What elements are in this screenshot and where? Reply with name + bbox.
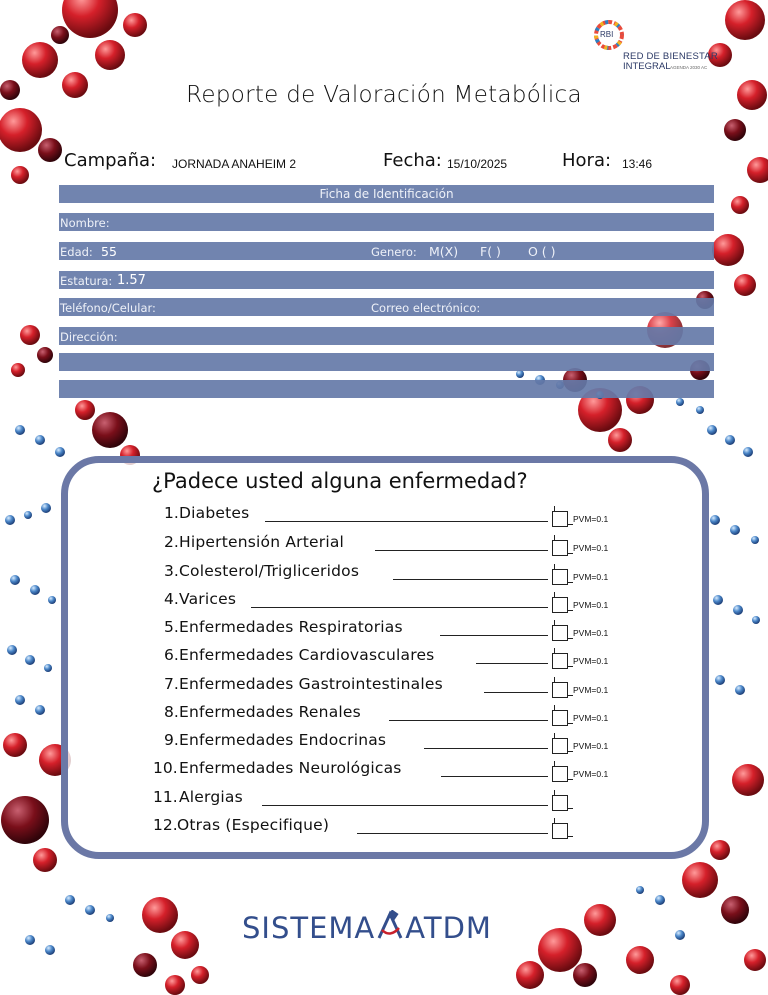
campaign-value: JORNADA ANAHEIM 2 [172, 157, 297, 171]
disease-item-pvm: PVM=0.1 [573, 656, 609, 666]
disease-item-underline [484, 692, 548, 693]
disease-item-number: 2. [164, 533, 179, 551]
disease-item-checkbox[interactable] [552, 625, 568, 641]
height-field[interactable] [59, 271, 714, 289]
address-line-2[interactable] [59, 353, 714, 371]
disease-item-underline [375, 550, 548, 551]
address-label: Dirección: [60, 330, 118, 344]
disease-item-underline [251, 607, 548, 608]
disease-item-label: Enfermedades Endocrinas [179, 731, 387, 749]
rbi-logo [592, 18, 752, 78]
date-value: 15/10/2025 [447, 157, 508, 171]
address-field[interactable] [59, 327, 714, 345]
disease-item-underline [389, 720, 548, 721]
gender-label: Genero: [371, 245, 417, 259]
name-label: Nombre: [60, 216, 110, 230]
brand-mark-icon [375, 910, 405, 942]
disease-item-checkbox[interactable] [552, 540, 568, 556]
disease-item-underline [393, 579, 548, 580]
phone-label: Teléfono/Celular: [60, 301, 156, 315]
disease-item-label: Colesterol/Trigliceridos [179, 562, 360, 580]
disease-item-checkbox[interactable] [552, 766, 568, 782]
identification-header-text: Ficha de Identificación [319, 187, 454, 201]
disease-item-underline [476, 663, 548, 664]
disease-item-checkbox[interactable] [552, 653, 568, 669]
disease-item-label: Enfermedades Gastrointestinales [179, 675, 443, 693]
disease-item-checkbox[interactable] [552, 597, 568, 613]
gender-f-option[interactable]: F( ) [480, 244, 501, 259]
age-value: 55 [101, 244, 117, 259]
disease-item-checkbox[interactable] [552, 795, 568, 811]
height-label: Estatura: [60, 274, 113, 288]
report-title: Reporte de Valoración Metabólica [186, 82, 582, 108]
disease-item-pvm: PVM=0.1 [573, 572, 609, 582]
brand-right: ATDM [405, 911, 492, 945]
disease-item-pvm: PVM=0.1 [573, 543, 609, 553]
brand-left: SISTEMA [242, 911, 376, 945]
identification-header [59, 185, 714, 203]
disease-item-checkbox[interactable] [552, 511, 568, 527]
height-value: 1.57 [117, 273, 146, 288]
disease-item-number: 6. [164, 646, 179, 664]
logo-monogram: RBI [600, 30, 614, 39]
sistema-atdm-logo [242, 910, 492, 945]
disease-item-underline [440, 635, 548, 636]
disease-item-label: Alergias [179, 788, 243, 806]
age-label: Edad: [60, 245, 93, 259]
disease-item-pvm: PVM=0.1 [573, 713, 609, 723]
disease-item-pvm: PVM=0.1 [573, 769, 609, 779]
disease-item-pvm: PVM=0.1 [573, 685, 609, 695]
phone-email-field[interactable] [59, 298, 714, 316]
disease-item-underline [441, 776, 548, 777]
disease-item-checkbox[interactable] [552, 682, 568, 698]
logo-sub: AGENDA 2030 AC [670, 65, 708, 70]
email-label: Correo electrónico: [371, 301, 481, 315]
disease-item-number: 10. [153, 759, 178, 777]
campaign-label: Campaña: [64, 150, 157, 171]
disease-item-number: 5. [164, 618, 179, 636]
gender-o-option[interactable]: O ( ) [528, 244, 556, 259]
disease-item-underline [424, 748, 548, 749]
disease-item-checkbox[interactable] [552, 823, 568, 839]
gender-m-option[interactable]: M(X) [429, 244, 459, 259]
disease-item-label: Enfermedades Renales [179, 703, 361, 721]
disease-item-label: Enfermedades Neurológicas [179, 759, 402, 777]
disease-item-label: Diabetes [179, 504, 250, 522]
date-label: Fecha: [383, 150, 442, 171]
disease-item-label: Varices [179, 590, 237, 608]
disease-item-checkbox[interactable] [552, 738, 568, 754]
time-value: 13:46 [622, 157, 653, 171]
disease-item-label: Otras (Especifique) [177, 816, 330, 834]
disease-item-number: 8. [164, 703, 179, 721]
logo-line-2: INTEGRAL [623, 61, 671, 72]
disease-item-number: 7. [164, 675, 179, 693]
disease-item-pvm: PVM=0.1 [573, 514, 609, 524]
address-line-3[interactable] [59, 380, 714, 398]
name-field[interactable] [59, 213, 714, 231]
disease-item-number: 11. [153, 788, 178, 806]
disease-item-label: Enfermedades Respiratorias [179, 618, 403, 636]
diseases-question: ¿Padece usted alguna enfermedad? [152, 469, 528, 493]
disease-item-checkbox[interactable] [552, 569, 568, 585]
time-label: Hora: [562, 150, 612, 171]
disease-item-number: 12. [153, 816, 178, 834]
disease-item-underline [357, 833, 548, 834]
logo-line-1: RED DE BIENESTAR [623, 51, 718, 62]
disease-item-pvm: PVM=0.1 [573, 741, 609, 751]
disease-item-number: 4. [164, 590, 179, 608]
disease-item-underline [265, 521, 548, 522]
age-gender-field[interactable] [59, 242, 714, 260]
disease-item-label: Enfermedades Cardiovasculares [179, 646, 435, 664]
disease-item-label: Hipertensión Arterial [179, 533, 345, 551]
disease-item-checkbox[interactable] [552, 710, 568, 726]
disease-item-number: 3. [164, 562, 179, 580]
disease-item-pvm: PVM=0.1 [573, 628, 609, 638]
disease-item-number: 9. [164, 731, 179, 749]
disease-item-pvm: PVM=0.1 [573, 600, 609, 610]
disease-item-number: 1. [164, 504, 179, 522]
disease-item-underline [262, 805, 548, 806]
